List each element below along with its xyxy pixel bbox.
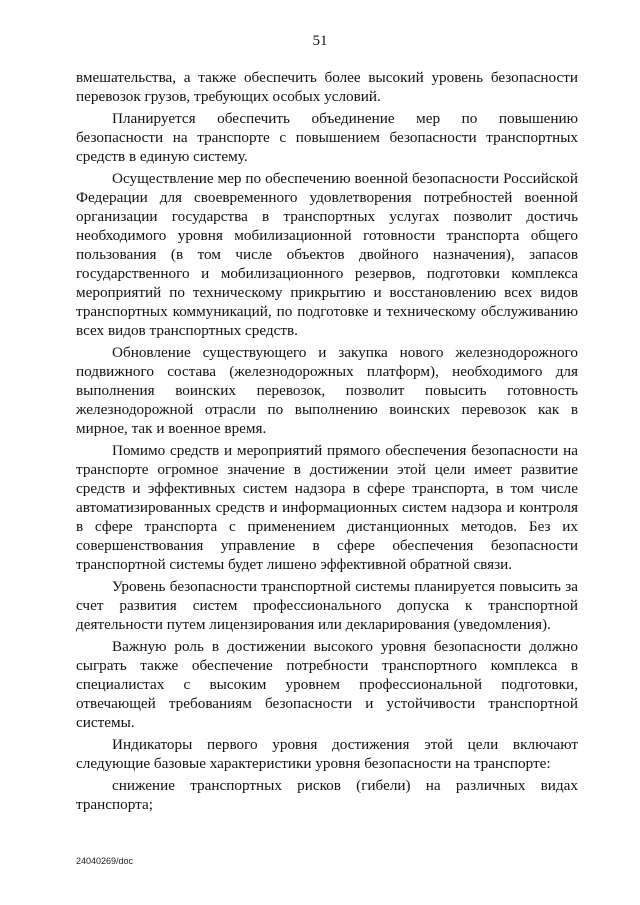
paragraph-3: Осуществление мер по обеспечению военной безопасности Российской Федерации для своевременного удовлетворения потребностей военной организации государства в транспортных услугах позволит достичь необходимого уровня мобилизационной готовности транспорта общего пользования (в том числе объектов двойного назначения), запасов государственного и мобилизационного резервов, подготовки комплекса мероприятий по техническому прикрытию и восстановлению всех видов транспортных коммуникаций, по подготовке и техническому обслуживанию всех видов транспортных средств. xyxy=(76,170,578,339)
paragraph-2: Планируется обеспечить объединение мер по повышению безопасности на транспорте с повышением безопасности транспортных средств в единую систему. xyxy=(76,110,578,165)
paragraph-8: Индикаторы первого уровня достижения этой цели включают следующие базовые характеристики уровня безопасности на транспорте: xyxy=(76,736,578,772)
paragraph-5: Помимо средств и мероприятий прямого обеспечения безопасности на транспорте огромное значение в достижении этой цели имеет развитие средств и эффективных систем надзора в сфере транспорта, в том числе автоматизированных средств и информационных систем надзора и контроля в сфере транспорта с применением дистанционных методов. Без их совершенствования управление в сфере обеспечения безопасности транспортной системы будет лишено эффективной обратной связи. xyxy=(76,442,578,573)
paragraph-9: снижение транспортных рисков (гибели) на различных видах транспорта; xyxy=(76,777,578,813)
page-number: 51 xyxy=(312,33,328,49)
paragraph-1: вмешательства, а также обеспечить более высокий уровень безопасности перевозок грузов, требующих особых условий. xyxy=(76,69,578,105)
paragraph-6: Уровень безопасности транспортной системы планируется повысить за счет развития систем профессионального допуска к транспортной деятельности путем лицензирования или декларирования (уведомления). xyxy=(76,578,578,633)
document-body xyxy=(76,68,578,817)
paragraph-4: Обновление существующего и закупка нового железнодорожного подвижного состава (железнодорожных платформ), необходимого для выполнения воинских перевозок, позволит повысить готовность железнодорожной отрасли по выполнению воинских перевозок как в мирное, так и военное время. xyxy=(76,344,578,437)
paragraph-7: Важную роль в достижении высокого уровня безопасности должно сыграть также обеспечение потребности транспортного комплекса в специалистах с высоким уровнем профессиональной подготовки, отвечающей требованиям безопасности и устойчивости транспортной системы. xyxy=(76,638,578,731)
document-code-footer: 24040269/doc xyxy=(76,856,134,866)
